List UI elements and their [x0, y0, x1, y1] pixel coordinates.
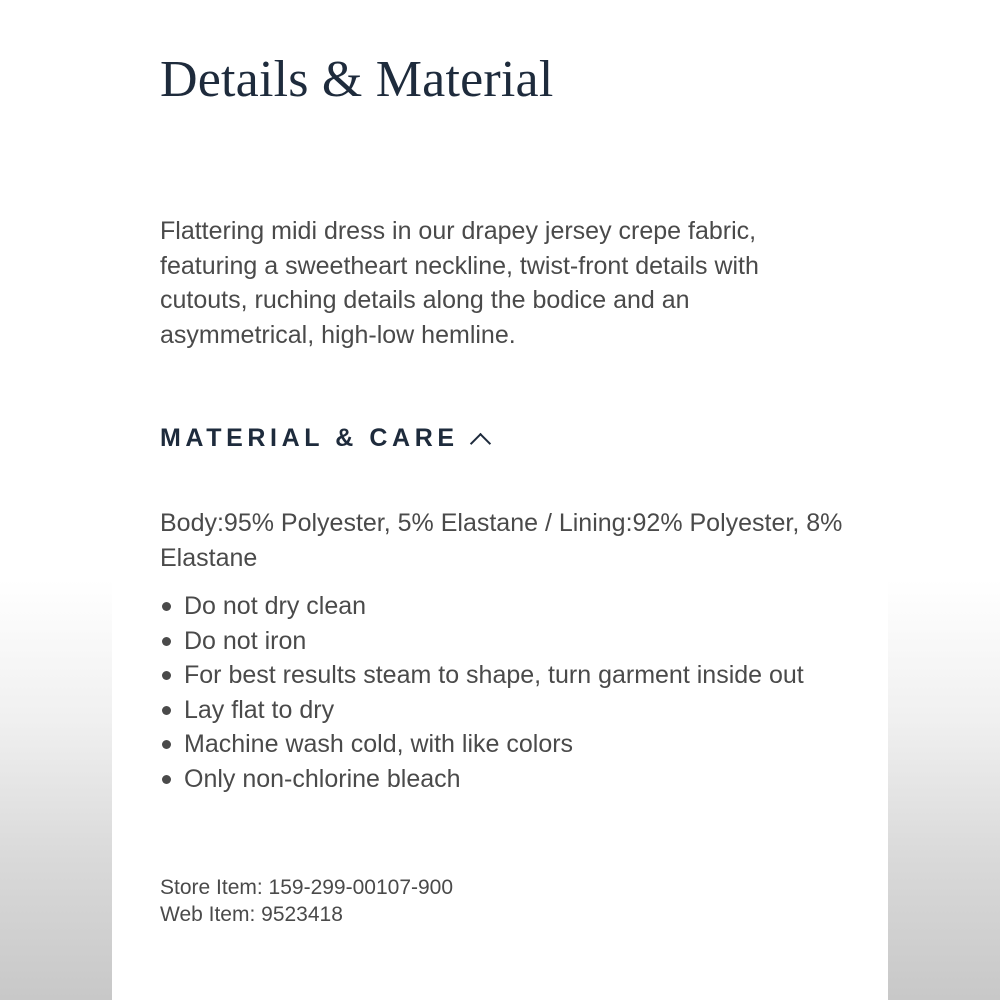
product-description: Flattering midi dress in our drapey jersey crepe fabric, featuring a sweetheart neckline, twist-front details with cutouts, ruching details along the bodice and an asymmetrical, high-low hemline.: [160, 217, 759, 349]
bullet-icon: [162, 740, 171, 749]
web-item-number: Web Item: 9523418: [160, 903, 343, 926]
material-care-heading: MATERIAL & CARE: [160, 424, 459, 452]
page-title: Details & Material: [160, 51, 554, 108]
care-item-label: Only non-chlorine bleach: [184, 764, 461, 793]
care-instructions-list: [160, 589, 850, 796]
list-item: [160, 624, 850, 659]
material-composition: Body:95% Polyester, 5% Elastane / Lining:92% Polyester, 8% Elastane: [160, 509, 843, 572]
list-item: [160, 658, 850, 693]
care-item-label: Do not iron: [184, 626, 307, 655]
bullet-icon: [162, 706, 171, 715]
care-item-label: Do not dry clean: [184, 592, 367, 620]
store-item-number: Store Item: 159-299-00107-900: [160, 876, 454, 899]
care-item-label: Lay flat to dry: [184, 695, 335, 724]
item-numbers: [160, 874, 453, 928]
details-panel: [112, 0, 888, 1000]
list-item: [160, 589, 850, 624]
bullet-icon: [162, 602, 171, 611]
list-item: [160, 727, 850, 762]
bullet-icon: [162, 637, 171, 646]
care-item-label: Machine wash cold, with like colors: [184, 730, 574, 758]
list-item: [160, 693, 850, 728]
care-item-label: For best results steam to shape, turn garment inside out: [184, 661, 804, 689]
material-care-toggle[interactable]: [160, 424, 488, 453]
bullet-icon: [162, 775, 171, 784]
list-item: [160, 762, 850, 797]
bullet-icon: [162, 671, 171, 680]
chevron-up-icon[interactable]: [470, 433, 491, 454]
